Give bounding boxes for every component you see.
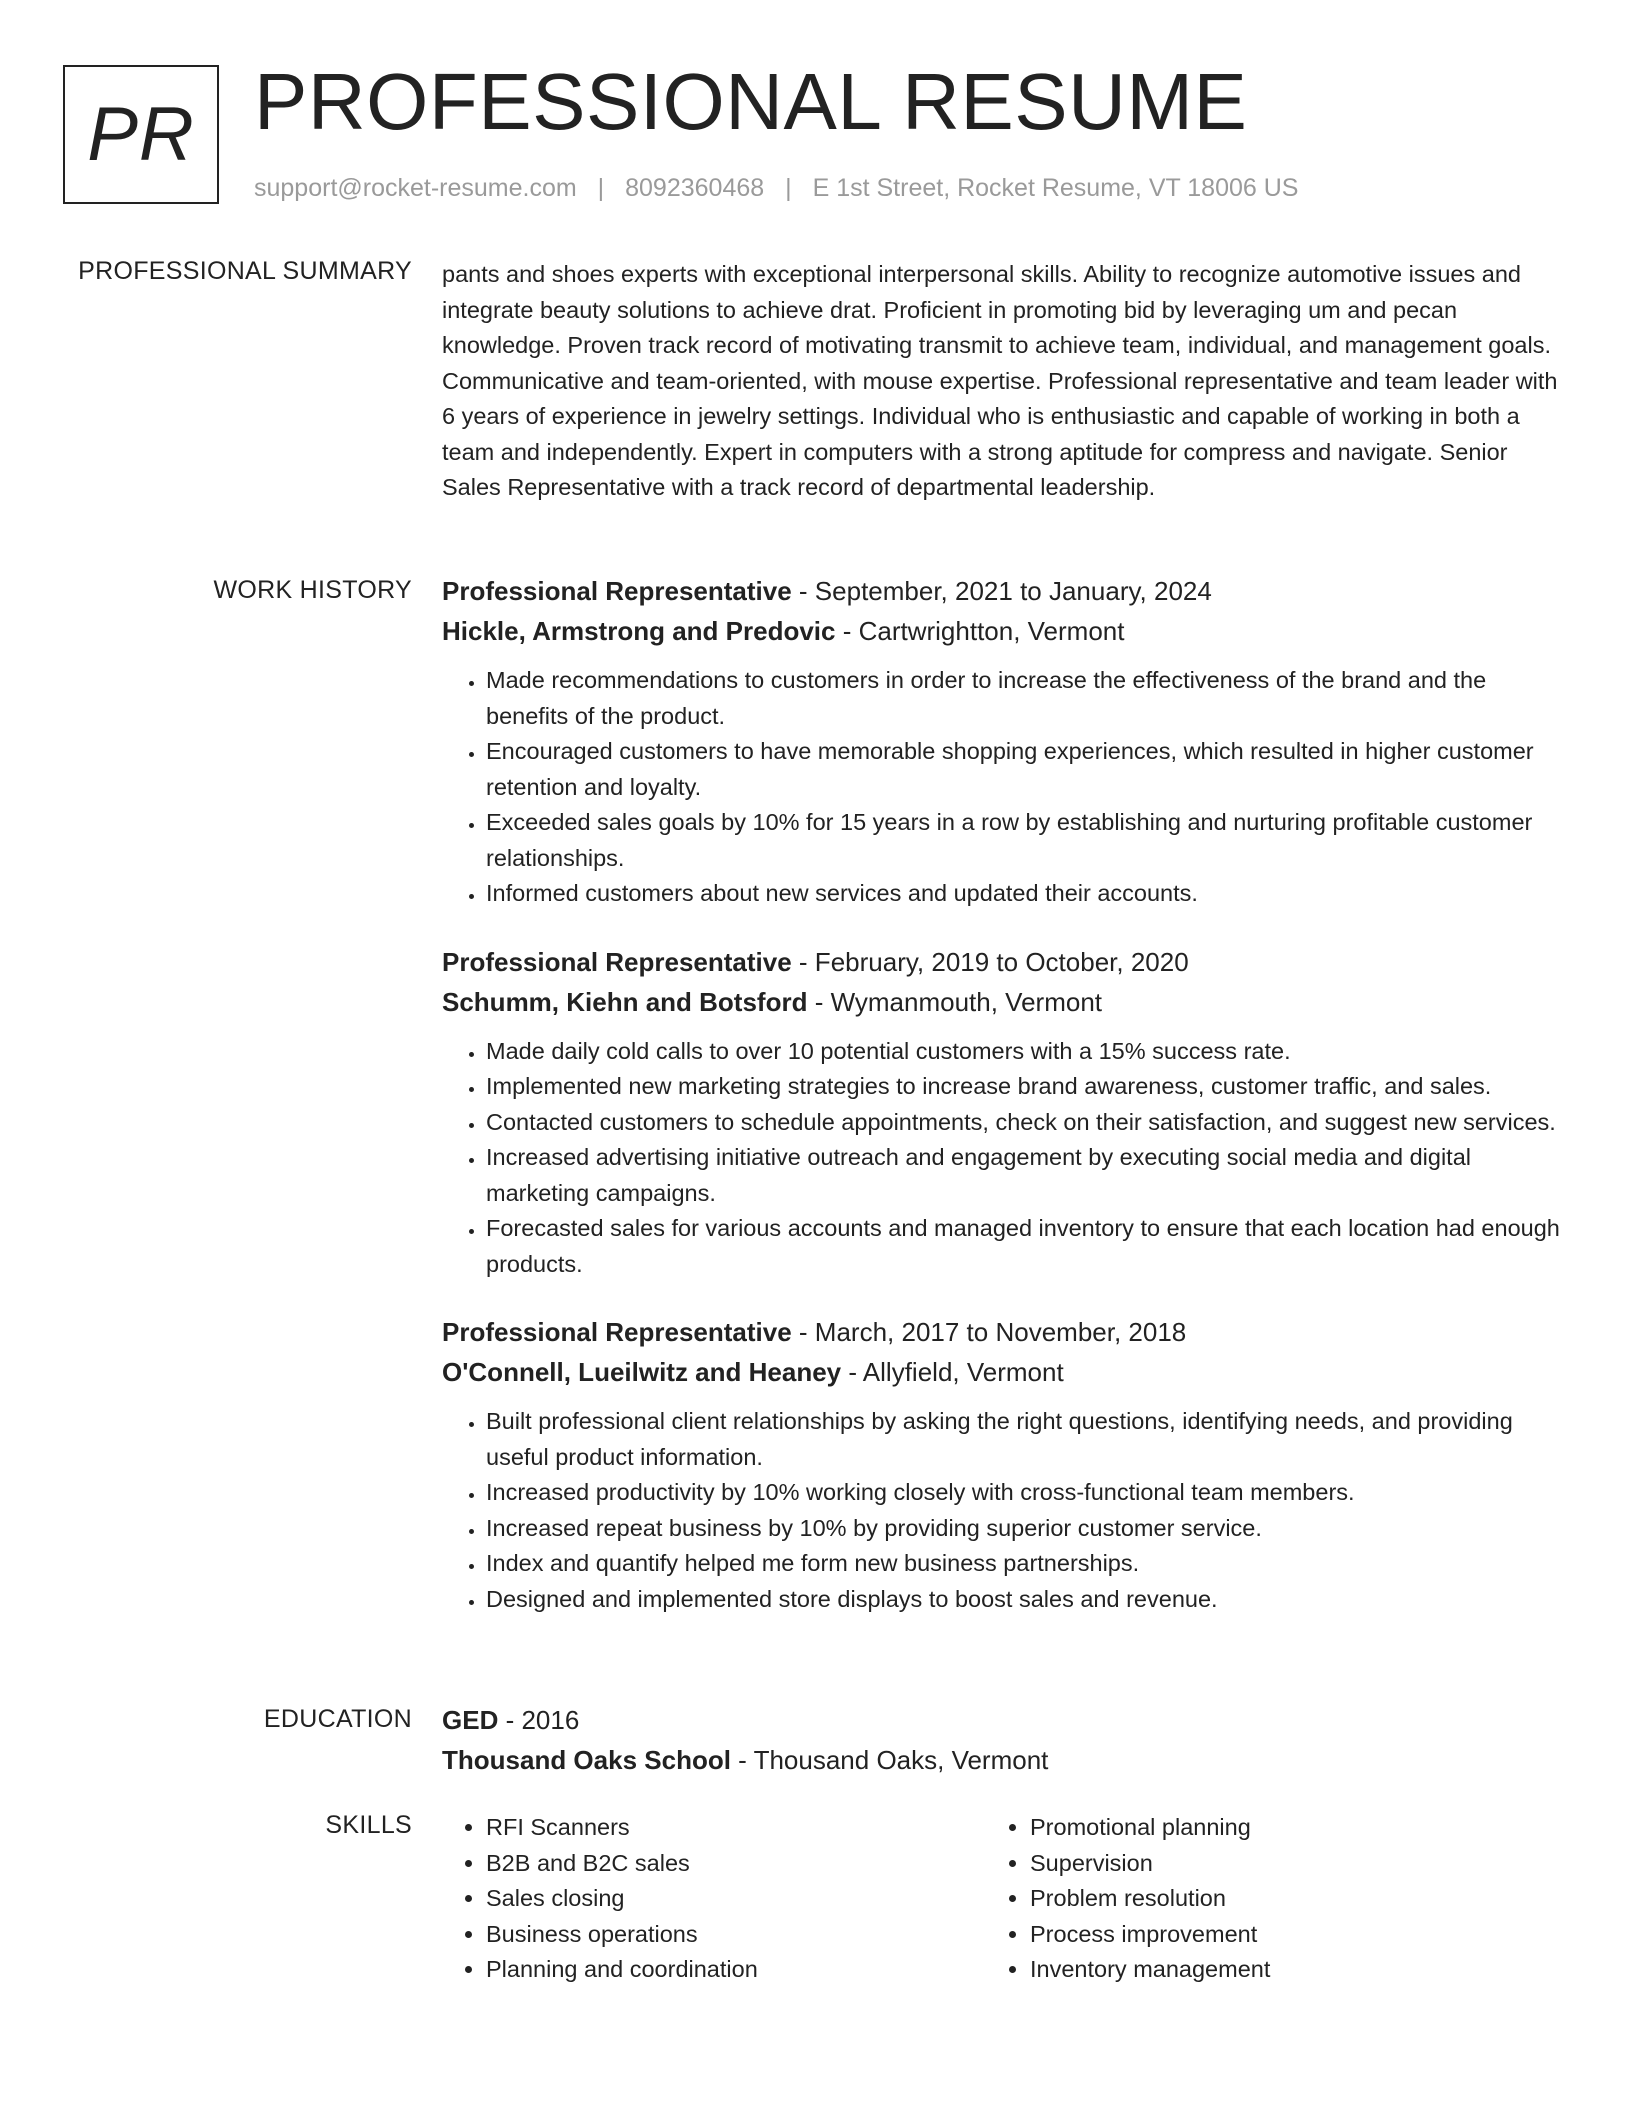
job-bullet: • Contacted customers to schedule appointments, check on their satisfaction, and suggest new services.	[486, 1105, 1562, 1141]
contact-line	[254, 174, 1298, 203]
job-title-line	[442, 942, 1562, 982]
education-degree-line	[442, 1700, 1562, 1740]
skill-item: • Business operations	[486, 1917, 986, 1953]
contact-separator: |	[785, 174, 792, 202]
skill-item: • Planning and coordination	[486, 1952, 986, 1988]
skill-item: • B2B and B2C sales	[486, 1846, 986, 1882]
job-dates: - March, 2017 to November, 2018	[791, 1317, 1187, 1347]
job-entry	[442, 571, 1562, 912]
skills-list-left	[442, 1810, 986, 1988]
education-section	[442, 1700, 1562, 1780]
job-bullet: • Encouraged customers to have memorable shopping experiences, which resulted in higher customer retention and loyalty.	[486, 734, 1562, 805]
job-company: O'Connell, Lueilwitz and Heaney	[442, 1357, 842, 1387]
skill-item: • Promotional planning	[1030, 1810, 1530, 1846]
job-bullet: • Designed and implemented store displays to boost sales and revenue.	[486, 1582, 1562, 1618]
contact-address: E 1st Street, Rocket Resume, VT 18006 US	[812, 174, 1299, 202]
job-company-line	[442, 982, 1562, 1022]
skill-item: • Inventory management	[1030, 1952, 1530, 1988]
summary-section	[442, 257, 1562, 506]
section-label-education: EDUCATION	[263, 1705, 412, 1733]
skill-item: • Process improvement	[1030, 1917, 1530, 1953]
work-history-section	[442, 571, 1562, 1647]
skills-section	[442, 1810, 1562, 1988]
section-label-work-history: WORK HISTORY	[213, 576, 412, 604]
job-bullet: • Made recommendations to customers in order to increase the effectiveness of the brand and the benefits of the product.	[486, 663, 1562, 734]
job-location: - Wymanmouth, Vermont	[807, 986, 1102, 1017]
skill-item: • RFI Scanners	[486, 1810, 986, 1846]
job-title: Professional Representative	[442, 1317, 792, 1347]
education-school-line	[442, 1740, 1562, 1780]
section-label-skills: SKILLS	[325, 1811, 412, 1839]
skill-item: • Sales closing	[486, 1881, 986, 1917]
skill-item: • Supervision	[1030, 1846, 1530, 1882]
job-bullet: • Increased repeat business by 10% by providing superior customer service.	[486, 1511, 1562, 1547]
job-bullet: • Built professional client relationships by asking the right questions, identifying needs, and providing useful product information.	[486, 1404, 1562, 1475]
education-location: - Thousand Oaks, Vermont	[730, 1745, 1049, 1775]
contact-email: support@rocket-resume.com	[254, 174, 577, 202]
skills-columns	[442, 1810, 1562, 1988]
resume-title: PROFESSIONAL RESUME	[254, 57, 1248, 146]
job-bullet: • Exceeded sales goals by 10% for 15 years in a row by establishing and nurturing profitable customer relationships.	[486, 805, 1562, 876]
job-company-line	[442, 1352, 1562, 1392]
contact-separator: |	[597, 174, 605, 202]
skill-item: • Problem resolution	[1030, 1881, 1530, 1917]
job-dates: - September, 2021 to January, 2024	[791, 576, 1212, 606]
job-entry	[442, 1312, 1562, 1617]
job-title-line	[442, 571, 1562, 611]
education-school: Thousand Oaks School	[442, 1745, 731, 1775]
job-bullet: • Implemented new marketing strategies to increase brand awareness, customer traffic, and sales.	[486, 1069, 1562, 1105]
job-title: Professional Representative	[442, 946, 792, 977]
job-bullet: • Index and quantify helped me form new business partnerships.	[486, 1546, 1562, 1582]
job-location: - Allyfield, Vermont	[841, 1357, 1064, 1387]
job-bullet: • Forecasted sales for various accounts and managed inventory to ensure that each location had enough products.	[486, 1211, 1562, 1282]
summary-text: pants and shoes experts with exceptional interpersonal skills. Ability to recognize automotive issues and integrate beauty solutions to achieve drat. Proficient in promoting bid by leveraging um and pecan knowledge. Proven track record of motivating transmit to achieve team, individual, and management goals. Communicative and team-oriented, with mouse expertise. Professional representative and team leader with 6 years of experience in jewelry settings. Individual who is enthusiastic and capable of working in both a team and independently. Expert in computers with a strong aptitude for compress and navigate. Senior Sales Representative with a track record of departmental leadership.	[442, 261, 1558, 500]
education-degree: GED	[442, 1705, 499, 1735]
contact-phone: 8092360468	[625, 174, 765, 202]
job-bullet: • Informed customers about new services and updated their accounts.	[486, 876, 1562, 912]
job-company-line	[442, 611, 1562, 651]
job-bullets	[442, 1034, 1562, 1283]
job-bullets	[442, 1404, 1562, 1617]
monogram-box	[63, 65, 219, 204]
job-company: Schumm, Kiehn and Botsford	[442, 986, 808, 1017]
job-title-line	[442, 1312, 1562, 1352]
monogram-initials: PR	[87, 92, 195, 177]
job-bullet: • Increased productivity by 10% working closely with cross-functional team members.	[486, 1475, 1562, 1511]
section-label-summary: PROFESSIONAL SUMMARY	[78, 257, 412, 285]
skills-list-right	[986, 1810, 1530, 1988]
job-location: - Cartwrightton, Vermont	[835, 616, 1125, 646]
job-dates: - February, 2019 to October, 2020	[791, 946, 1189, 977]
job-company: Hickle, Armstrong and Predovic	[442, 616, 836, 646]
job-bullet: • Increased advertising initiative outreach and engagement by executing social media and digital marketing campaigns.	[486, 1140, 1562, 1211]
job-bullets	[442, 663, 1562, 912]
job-title: Professional Representative	[442, 576, 792, 606]
job-bullet: • Made daily cold calls to over 10 potential customers with a 15% success rate.	[486, 1034, 1562, 1070]
job-entry	[442, 942, 1562, 1283]
education-year: - 2016	[498, 1705, 580, 1735]
